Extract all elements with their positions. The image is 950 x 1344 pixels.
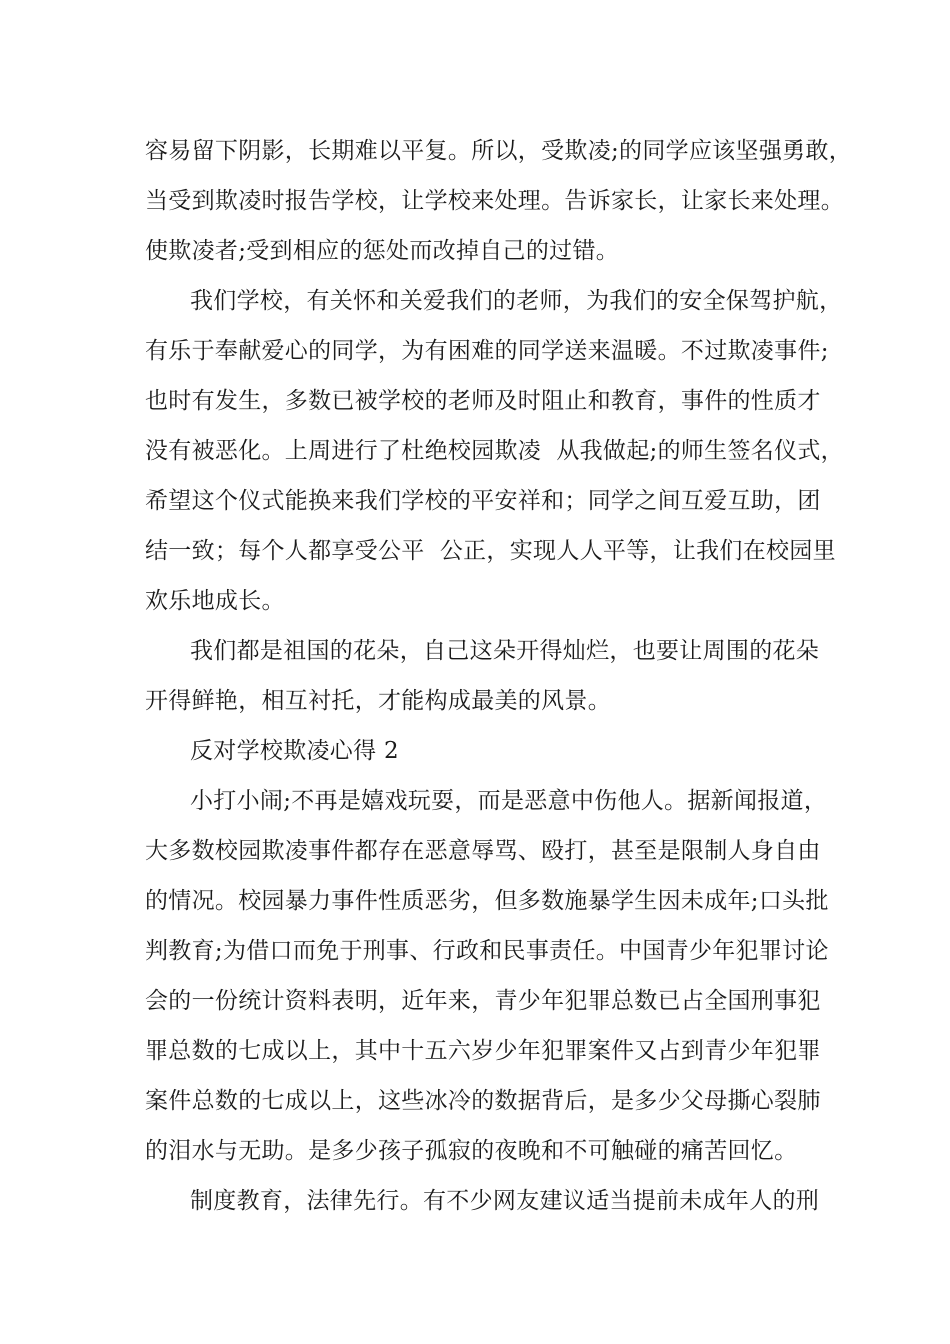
text-line: 案件总数的七成以上，这些冰冷的数据背后，是多少父母撕心裂肺 — [145, 1088, 821, 1114]
text-line: 有乐于奉献爱心的同学，为有困难的同学送来温暖。不过欺凌事件; — [145, 338, 829, 364]
text-line: 的情况。校园暴力事件性质恶劣，但多数施暴学生因未成年;口头批 — [145, 888, 829, 914]
paragraph-start-line: 我们学校，有关怀和关爱我们的老师，为我们的安全保驾护航， — [190, 288, 843, 314]
text-line: 使欺凌者;受到相应的惩处而改掉自己的过错。 — [145, 238, 620, 264]
text-line: 欢乐地成长。 — [145, 588, 285, 614]
text-line: 罪总数的七成以上，其中十五六岁少年犯罪案件又占到青少年犯罪 — [145, 1038, 821, 1064]
text-line: 也时有发生，多数已被学校的老师及时阻止和教育，事件的性质才 — [145, 388, 821, 414]
text-line: 判教育;为借口而免于刑事、行政和民事责任。中国青少年犯罪讨论 — [145, 938, 829, 964]
section-heading: 反对学校欺凌心得 2 — [190, 738, 399, 764]
paragraph-start-line: 制度教育，法律先行。有不少网友建议适当提前未成年人的刑 — [190, 1188, 820, 1214]
text-line: 没有被恶化。上周进行了杜绝校园欺凌 从我做起;的师生签名仪式， — [145, 438, 844, 464]
paragraph-start-line: 我们都是祖国的花朵，自己这朵开得灿烂，也要让周围的花朵 — [190, 638, 820, 664]
text-line: 会的一份统计资料表明，近年来，青少年犯罪总数已占全国刑事犯 — [145, 988, 821, 1014]
text-line: 结一致；每个人都享受公平 公正，实现人人平等，让我们在校园里 — [145, 538, 836, 564]
text-line: 开得鲜艳，相互衬托，才能构成最美的风景。 — [145, 688, 611, 714]
paragraph-start-line: 小打小闹;不再是嬉戏玩耍，而是恶意中伤他人。据新闻报道， — [190, 788, 828, 814]
text-line: 容易留下阴影，长期难以平复。所以，受欺凌;的同学应该坚强勇敢， — [145, 138, 853, 164]
text-line: 大多数校园欺凌事件都存在恶意辱骂、殴打，甚至是限制人身自由 — [145, 838, 821, 864]
text-line: 的泪水与无助。是多少孩子孤寂的夜晚和不可触碰的痛苦回忆。 — [145, 1138, 798, 1164]
text-line: 希望这个仪式能换来我们学校的平安祥和；同学之间互爱互助，团 — [145, 488, 821, 514]
text-line: 当受到欺凌时报告学校，让学校来处理。告诉家长，让家长来处理。 — [145, 188, 844, 214]
